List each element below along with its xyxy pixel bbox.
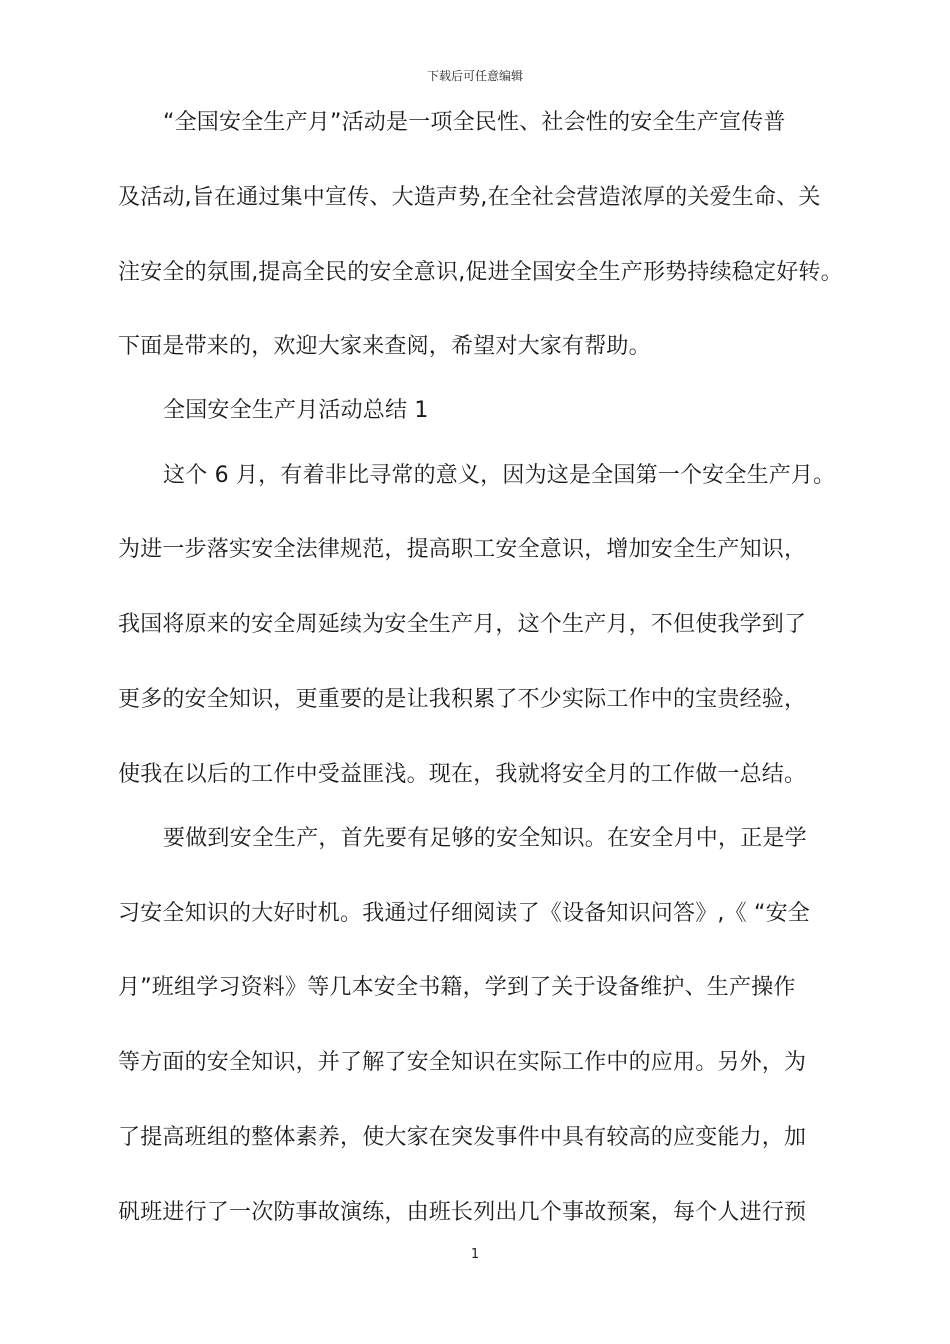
header-note: 下载后可任意编辑 xyxy=(426,69,523,83)
paragraph-line: 要做到安全生产，首先要有足够的安全知识。在安全月中，正是学 xyxy=(163,826,807,851)
paragraph-line: 使我在以后的工作中受益匪浅。现在，我就将安全月的工作做一总结。 xyxy=(118,762,807,787)
paragraph-line: 习安全知识的大好时机。我通过仔细阅读了《设备知识问答》,《 “安全 xyxy=(118,901,810,926)
paragraph-line: 我国将原来的安全周延续为安全生产月，这个生产月，不但使我学到了 xyxy=(118,612,807,637)
paragraph-line: 这个 6 月，有着非比寻常的意义，因为这是全国第一个安全生产月。 xyxy=(163,463,836,488)
paragraph-line: 注安全的氛围,提高全民的安全意识,促进全国安全生产形势持续稳定好转。 xyxy=(118,260,843,285)
section-heading: 全国安全生产月活动总结 1 xyxy=(163,398,429,423)
paragraph-line: 了提高班组的整体素养，使大家在突发事件中具有较高的应变能力，加 xyxy=(118,1125,807,1150)
paragraph-line: 及活动,旨在通过集中宣传、大造声势,在全社会营造浓厚的关爱生命、关 xyxy=(118,185,821,210)
paragraph-line: 更多的安全知识，更重要的是让我积累了不少实际工作中的宝贵经验， xyxy=(118,687,807,712)
page-number: 1 xyxy=(470,1247,480,1262)
paragraph-line: 矾班进行了一次防事故演练，由班长列出几个事故预案，每个人进行预 xyxy=(118,1200,807,1225)
paragraph-line: 等方面的安全知识，并了解了安全知识在实际工作中的应用。另外，为 xyxy=(118,1050,807,1075)
paragraph-line: 月”班组学习资料》等几本安全书籍，学到了关于设备维护、生产操作 xyxy=(118,975,796,1000)
paragraph-line: 下面是带来的，欢迎大家来查阅，希望对大家有帮助。 xyxy=(118,334,651,359)
paragraph-line: “全国安全生产月”活动是一项全民性、社会性的安全生产宣传普 xyxy=(163,110,786,135)
paragraph-line: 为进一步落实安全法律规范，提高职工安全意识，增加安全生产知识， xyxy=(118,537,807,562)
